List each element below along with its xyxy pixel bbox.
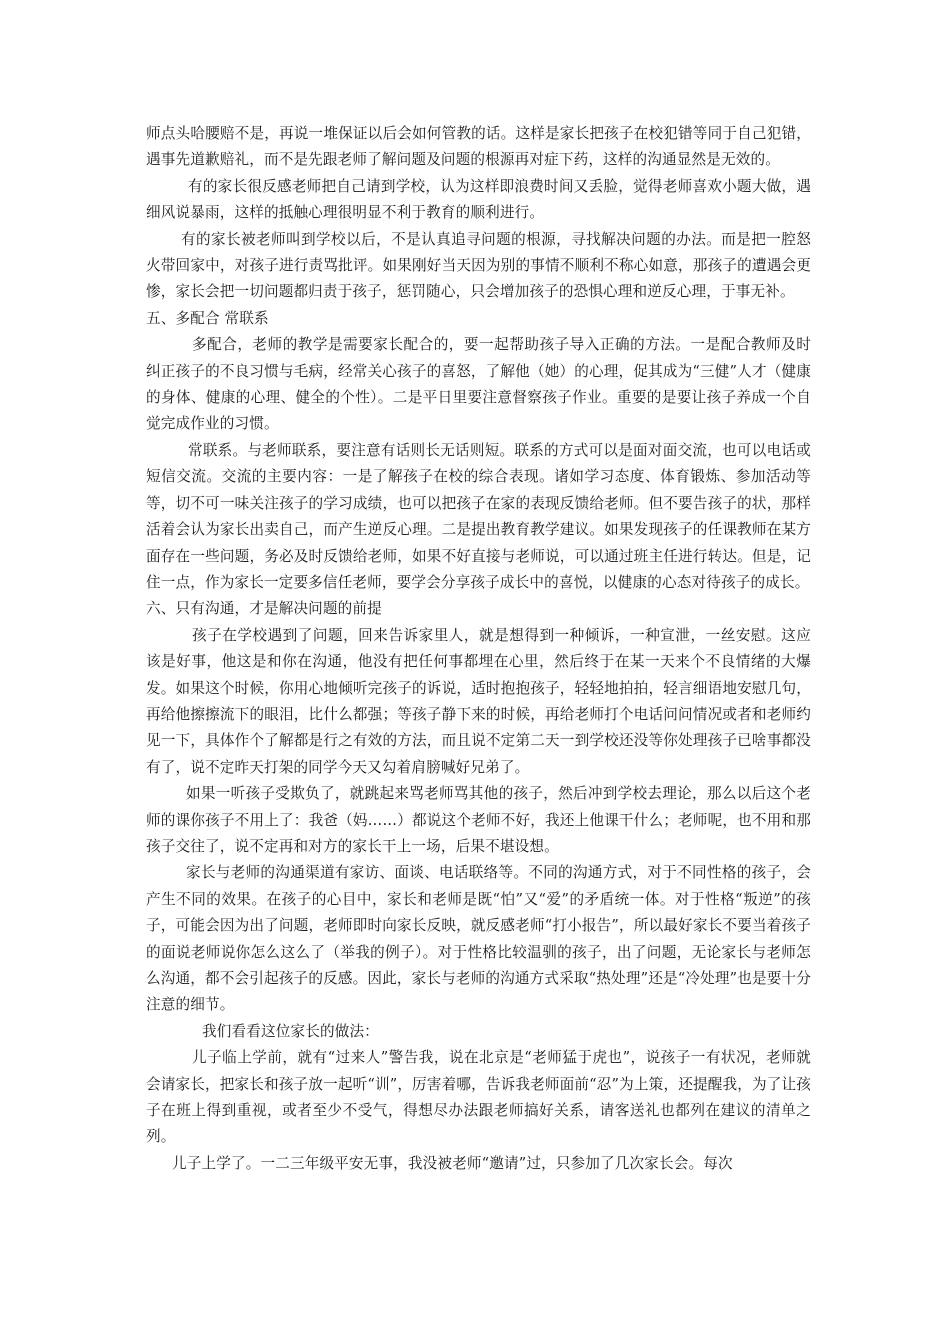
- paragraph: 儿子临上学前，就有“过来人”警告我，说在北京是“老师猛于虎也”，说孩子一有状况，老师就会请家长，把家长和孩子放一起听“训”，厉害着哪，告诉我老师面前“忍”为上策，还提醒我，为了让孩子在班上得到重视，或者至少不受气，得想尽办法跟老师搞好关系，请客送礼也都列在建议的清单之列。: [146, 1049, 811, 1146]
- paragraph: 有的家长被老师叫到学校以后，不是认真追寻问题的根源，寻找解决问题的办法。而是把一腔怒火带回家中，对孩子进行责骂批评。如果刚好当天因为别的事情不顺利不称心如意，那孩子的遭遇会更惨，家长会把一切问题都归责于孩子，惩罚随心，只会增加孩子的恐惧心理和逆反心理，于事无补。: [146, 230, 811, 301]
- paragraph: 家长与老师的沟通渠道有家访、面谈、电话联络等。不同的沟通方式，对于不同性格的孩子，会产生不同的效果。在孩子的心目中，家长和老师是既“怕”又“爱”的矛盾统一体。对于性格“叛逆”的孩子，可能会因为出了问题，老师即时向家长反映，就反感老师“打小报告”，所以最好家长不要当着孩子的面说老师说你怎么这么了（举我的例子）。对于性格比较温驯的孩子，出了问题，无论家长与老师怎么沟通，都不会引起孩子的反感。因此，家长与老师的沟通方式采取“热处理”还是“冷处理”也是要十分注意的细节。: [146, 864, 811, 1014]
- paragraph: 如果一听孩子受欺负了，就跳起来骂老师骂其他的孩子，然后冲到学校去理论，那么以后这个老师的课你孩子不用上了：我爸（妈……）都说这个老师不好，我还上他课干什么；老师呢，也不用和那孩子交往了，说不定再和对方的家长干上一场，后果不堪设想。: [146, 785, 811, 855]
- paragraph: 儿子上学了。一二三年级平安无事，我没被老师“邀请”过，只参加了几次家长会。每次: [172, 1154, 733, 1172]
- paragraph: 师点头哈腰赔不是，再说一堆保证以后会如何管教的话。这样是家长把孩子在校犯错等同于自己犯错，遇事先道歉赔礼，而不是先跟老师了解问题及问题的根源再对症下药，这样的沟通显然是无效的。: [146, 125, 811, 169]
- paragraph: 多配合，老师的教学是需要家长配合的，要一起帮助孩子导入正确的方法。一是配合教师及时纠正孩子的不良习惯与毛病，经常关心孩子的喜怒，了解他（她）的心理，促其成为“三健”人才（健康的身体、健康的心理、健全的个性）。二是平日里要注意督察孩子作业。重要的是要让孩子养成一个自觉完成作业的习惯。: [146, 336, 811, 433]
- section-heading-5: 五、多配合 常联系: [146, 309, 269, 327]
- section-heading-6: 六、只有沟通，才是解决问题的前提: [146, 600, 382, 618]
- paragraph: 孩子在学校遇到了问题，回来告诉家里人，就是想得到一种倾诉，一种宣泄，一丝安慰。这应该是好事，他这是和你在沟通，他没有把任何事都埋在心里，然后终于在某一天来个不良情绪的大爆发。如果这个时候，你用心地倾听完孩子的诉说，适时抱抱孩子，轻轻地拍拍，轻言细语地安慰几句，再给他擦擦流下的眼泪，比什么都强；等孩子静下来的时候，再给老师打个电话问问情况或者和老师约见一下，具体作个了解都是行之有效的方法，而且说不定第二天一到学校还没等你处理孩子已啥事都没有了，说不定昨天打架的同学今天又勾着肩膀喊好兄弟了。: [146, 626, 811, 776]
- document-body: [146, 121, 811, 1177]
- paragraph: 常联系。与老师联系，要注意有话则长无话则短。联系的方式可以是面对面交流，也可以电话或短信交流。交流的主要内容：一是了解孩子在校的综合表现。诸如学习态度、体育锻炼、参加活动等等，切不可一味关注孩子的学习成绩，也可以把孩子在家的表现反馈给老师。但不要告孩子的状，那样活着会认为家长出卖自己，而产生逆反心理。二是提出教育教学建议。如果发现孩子的任课教师在某方面存在一些问题，务必及时反馈给老师，如果不好直接与老师说，可以通过班主任进行转达。但是，记住一点，作为家长一定要多信任老师，要学会分享孩子成长中的喜悦，以健康的心态对待孩子的成长。: [146, 441, 811, 591]
- paragraph: 我们看看这位家长的做法：: [202, 1022, 379, 1040]
- paragraph: 有的家长很反感老师把自己请到学校，认为这样即浪费时间又丢脸，觉得老师喜欢小题大做，遇细风说暴雨，这样的抵触心理很明显不利于教育的顺利进行。: [146, 177, 811, 222]
